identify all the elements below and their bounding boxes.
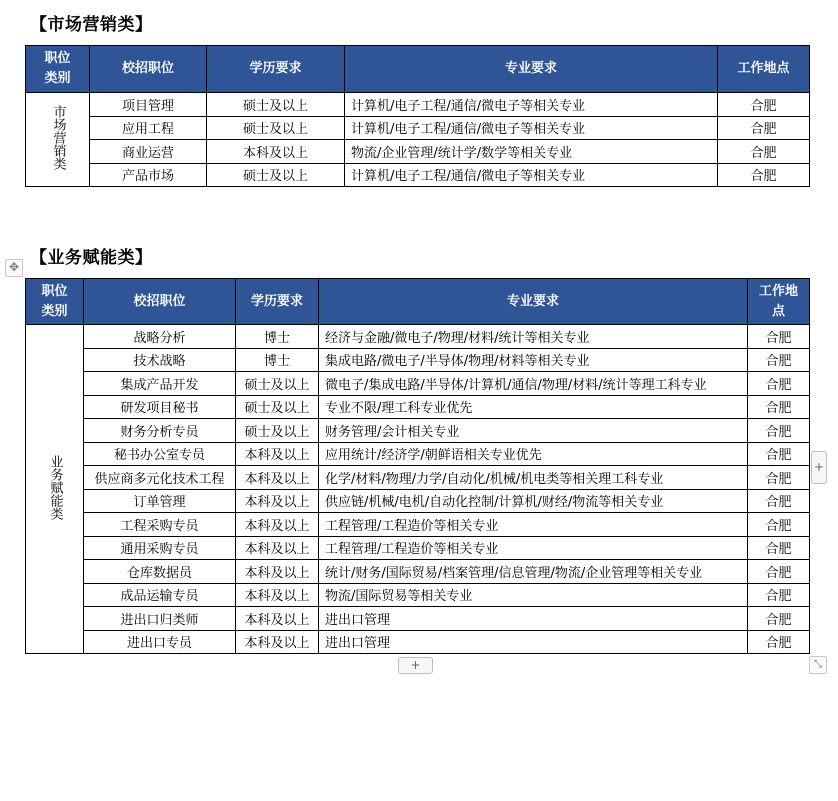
- major-cell: 应用统计/经济学/朝鲜语相关专业优先: [319, 442, 748, 466]
- location-cell: 合肥: [718, 93, 810, 117]
- position-cell: 秘书办公室专员: [84, 442, 236, 466]
- education-cell: 本科及以上: [236, 607, 319, 631]
- table-row: [26, 348, 810, 372]
- table-row: [26, 466, 810, 490]
- location-cell: 合肥: [748, 325, 810, 349]
- location-cell: 合肥: [718, 140, 810, 164]
- table-row: [26, 536, 810, 560]
- table-row: [26, 583, 810, 607]
- major-cell: 化学/材料/物理/力学/自动化/机械/机电类等相关理工科专业: [319, 466, 748, 490]
- education-cell: 硕士及以上: [236, 395, 319, 419]
- category-label: 业务赋能类: [47, 454, 63, 520]
- education-cell: 硕士及以上: [236, 372, 319, 396]
- add-column-button[interactable]: +: [811, 451, 827, 484]
- position-cell: 应用工程: [90, 116, 207, 140]
- major-cell: 工程管理/工程造价等相关专业: [319, 536, 748, 560]
- location-cell: 合肥: [748, 607, 810, 631]
- major-cell: 进出口管理: [319, 607, 748, 631]
- position-cell: 进出口专员: [84, 630, 236, 654]
- major-cell: 工程管理/工程造价等相关专业: [319, 513, 748, 537]
- location-cell: 合肥: [748, 348, 810, 372]
- header-position: 校招职位: [90, 46, 207, 93]
- section-title-marketing: 【市场营销类】: [30, 15, 153, 35]
- table-resize-icon[interactable]: ⤡: [809, 656, 827, 674]
- table-row: [26, 560, 810, 584]
- category-cell: [26, 325, 84, 654]
- table-row: [26, 325, 810, 349]
- add-row-button[interactable]: +: [398, 657, 433, 674]
- location-cell: 合肥: [748, 372, 810, 396]
- major-cell: 进出口管理: [319, 630, 748, 654]
- education-cell: 本科及以上: [236, 489, 319, 513]
- table-row: [26, 442, 810, 466]
- major-cell: 供应链/机械/电机/自动化控制/计算机/财经/物流等相关专业: [319, 489, 748, 513]
- major-cell: 计算机/电子工程/通信/微电子等相关专业: [345, 93, 718, 117]
- education-cell: 硕士及以上: [207, 163, 345, 187]
- location-cell: 合肥: [748, 630, 810, 654]
- category-cell: [26, 93, 90, 187]
- table-row: [26, 513, 810, 537]
- major-cell: 经济与金融/微电子/物理/材料/统计等相关专业: [319, 325, 748, 349]
- category-label: 市场营销类: [50, 105, 66, 170]
- table-row: [26, 630, 810, 654]
- table-row: [26, 607, 810, 631]
- education-cell: 硕士及以上: [207, 116, 345, 140]
- header-category: 职位类别: [26, 279, 84, 325]
- position-cell: 技术战略: [84, 348, 236, 372]
- location-cell: 合肥: [748, 489, 810, 513]
- location-cell: 合肥: [748, 442, 810, 466]
- table-move-icon[interactable]: ✥: [5, 259, 23, 277]
- header-category: 职位类别: [26, 46, 90, 93]
- position-cell: 进出口归类师: [84, 607, 236, 631]
- position-cell: 供应商多元化技术工程: [84, 466, 236, 490]
- business-table: [25, 278, 810, 654]
- major-cell: 物流/国际贸易等相关专业: [319, 583, 748, 607]
- major-cell: 统计/财务/国际贸易/档案管理/信息管理/物流/企业管理等相关专业: [319, 560, 748, 584]
- position-cell: 成品运输专员: [84, 583, 236, 607]
- education-cell: 本科及以上: [236, 513, 319, 537]
- header-major: 专业要求: [345, 46, 718, 93]
- major-cell: 计算机/电子工程/通信/微电子等相关专业: [345, 163, 718, 187]
- table-row: [26, 93, 810, 117]
- table-row: [26, 419, 810, 443]
- table-row: [26, 395, 810, 419]
- position-cell: 项目管理: [90, 93, 207, 117]
- position-cell: 战略分析: [84, 325, 236, 349]
- table-row: [26, 116, 810, 140]
- major-cell: 集成电路/微电子/半导体/物理/材料等相关专业: [319, 348, 748, 372]
- education-cell: 本科及以上: [236, 560, 319, 584]
- education-cell: 本科及以上: [236, 466, 319, 490]
- position-cell: 订单管理: [84, 489, 236, 513]
- position-cell: 产品市场: [90, 163, 207, 187]
- header-education: 学历要求: [207, 46, 345, 93]
- location-cell: 合肥: [748, 583, 810, 607]
- education-cell: 本科及以上: [207, 140, 345, 164]
- education-cell: 本科及以上: [236, 442, 319, 466]
- position-cell: 仓库数据员: [84, 560, 236, 584]
- education-cell: 博士: [236, 348, 319, 372]
- header-education: 学历要求: [236, 279, 319, 325]
- table-row: [26, 372, 810, 396]
- location-cell: 合肥: [748, 536, 810, 560]
- header-location: 工作地点: [748, 279, 810, 325]
- education-cell: 博士: [236, 325, 319, 349]
- position-cell: 集成产品开发: [84, 372, 236, 396]
- position-cell: 通用采购专员: [84, 536, 236, 560]
- education-cell: 本科及以上: [236, 630, 319, 654]
- position-cell: 财务分析专员: [84, 419, 236, 443]
- header-major: 专业要求: [319, 279, 748, 325]
- marketing-table: [25, 45, 810, 187]
- header-location: 工作地点: [718, 46, 810, 93]
- location-cell: 合肥: [748, 513, 810, 537]
- education-cell: 本科及以上: [236, 583, 319, 607]
- section-title-business: 【业务赋能类】: [30, 248, 153, 268]
- major-cell: 专业不限/理工科专业优先: [319, 395, 748, 419]
- location-cell: 合肥: [748, 466, 810, 490]
- header-position: 校招职位: [84, 279, 236, 325]
- position-cell: 研发项目秘书: [84, 395, 236, 419]
- education-cell: 硕士及以上: [236, 419, 319, 443]
- location-cell: 合肥: [748, 419, 810, 443]
- location-cell: 合肥: [748, 560, 810, 584]
- location-cell: 合肥: [718, 163, 810, 187]
- location-cell: 合肥: [748, 395, 810, 419]
- major-cell: 物流/企业管理/统计学/数学等相关专业: [345, 140, 718, 164]
- major-cell: 微电子/集成电路/半导体/计算机/通信/物理/材料/统计等理工科专业: [319, 372, 748, 396]
- major-cell: 财务管理/会计相关专业: [319, 419, 748, 443]
- table-row: [26, 489, 810, 513]
- major-cell: 计算机/电子工程/通信/微电子等相关专业: [345, 116, 718, 140]
- education-cell: 本科及以上: [236, 536, 319, 560]
- location-cell: 合肥: [718, 116, 810, 140]
- education-cell: 硕士及以上: [207, 93, 345, 117]
- table-row: [26, 163, 810, 187]
- table-row: [26, 140, 810, 164]
- position-cell: 工程采购专员: [84, 513, 236, 537]
- position-cell: 商业运营: [90, 140, 207, 164]
